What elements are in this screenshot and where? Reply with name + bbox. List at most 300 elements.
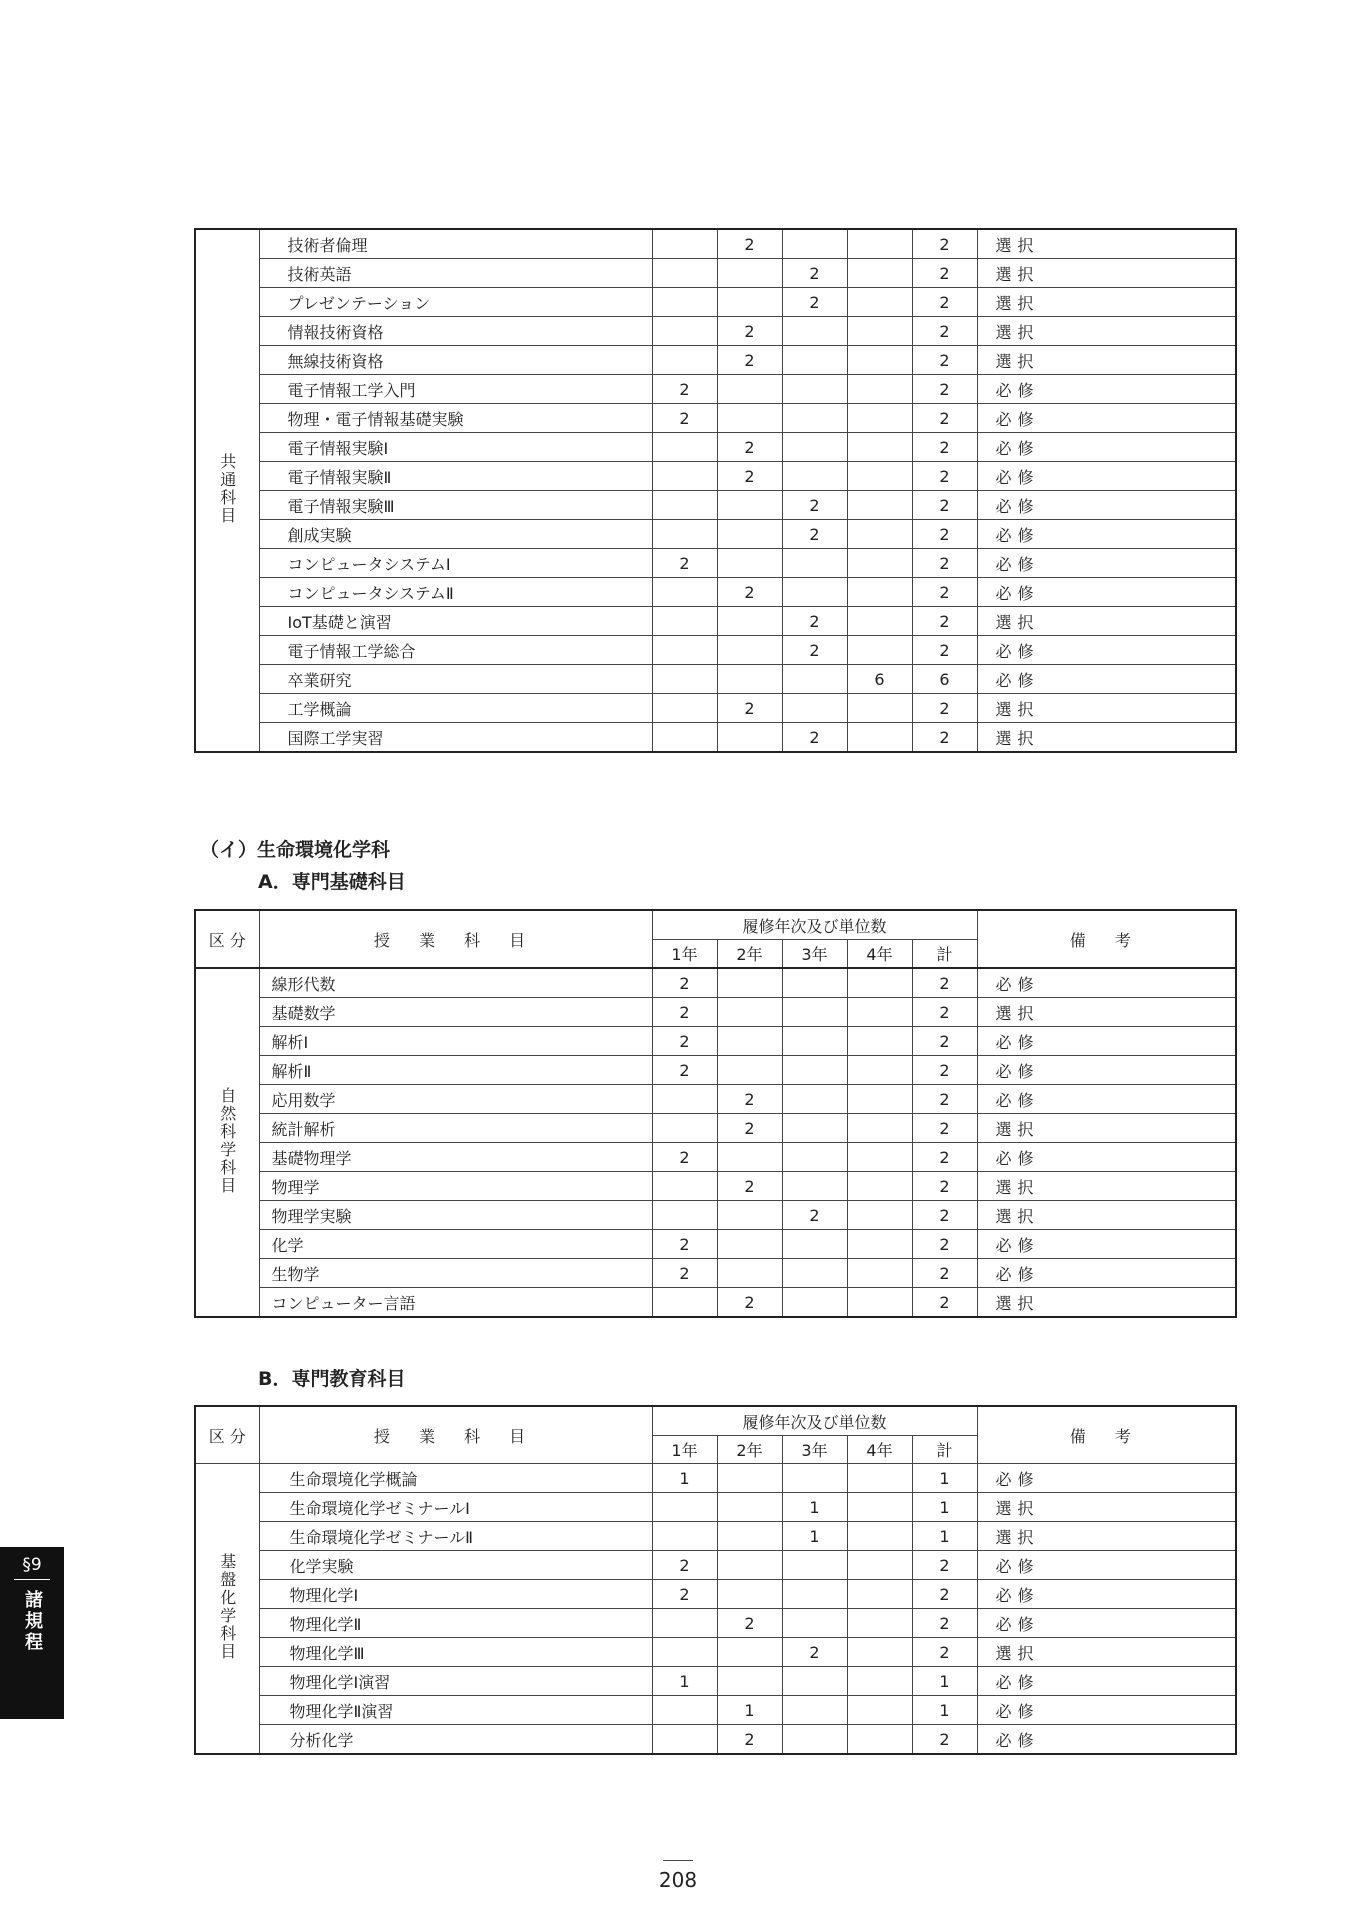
subject-name: 国際工学実習 (259, 723, 652, 753)
total-credits: 2 (912, 375, 977, 404)
subject-name: コンピューター言語 (259, 1288, 652, 1318)
remarks: 必修 (977, 433, 1236, 462)
year-3-credits (782, 1667, 847, 1696)
subject-name: 工学概論 (259, 694, 652, 723)
category-cell (195, 968, 259, 1317)
year-4-credits (847, 1580, 912, 1609)
year-1-credits (652, 694, 717, 723)
year-1-credits (652, 1522, 717, 1551)
year-1-credits: 2 (652, 968, 717, 998)
year-1-credits: 2 (652, 1056, 717, 1085)
total-credits: 2 (912, 1259, 977, 1288)
year-3-credits: 2 (782, 723, 847, 753)
table-row (195, 1551, 1236, 1580)
table-row (195, 694, 1236, 723)
category-label: 基盤化学科目 (217, 1552, 237, 1661)
year-3-credits (782, 549, 847, 578)
year-1-credits (652, 317, 717, 346)
remarks: 必修 (977, 578, 1236, 607)
year-4-credits (847, 968, 912, 998)
year-4-credits (847, 1522, 912, 1551)
remarks: 必修 (977, 1609, 1236, 1638)
total-credits: 2 (912, 229, 977, 259)
header-year-1: 1年 (652, 940, 717, 969)
year-2-credits (717, 636, 782, 665)
year-2-credits (717, 723, 782, 753)
year-4-credits (847, 1667, 912, 1696)
remarks: 選択 (977, 998, 1236, 1027)
year-3-credits (782, 694, 847, 723)
year-1-credits (652, 1201, 717, 1230)
table-row (195, 578, 1236, 607)
year-4-credits (847, 549, 912, 578)
year-1-credits: 2 (652, 1143, 717, 1172)
year-2-credits (717, 520, 782, 549)
year-3-credits (782, 229, 847, 259)
year-3-credits (782, 1230, 847, 1259)
total-credits: 2 (912, 1143, 977, 1172)
table-row (195, 1056, 1236, 1085)
total-credits: 2 (912, 462, 977, 491)
year-3-credits (782, 1114, 847, 1143)
subject-name: 情報技術資格 (259, 317, 652, 346)
category-label: 共通科目 (217, 452, 237, 525)
subject-name: 基礎物理学 (259, 1143, 652, 1172)
table-row (195, 1085, 1236, 1114)
total-credits: 2 (912, 607, 977, 636)
total-credits: 1 (912, 1696, 977, 1725)
year-4-credits (847, 288, 912, 317)
table-row (195, 229, 1236, 259)
subject-name: 化学実験 (259, 1551, 652, 1580)
subject-name: 物理学実験 (259, 1201, 652, 1230)
total-credits: 2 (912, 968, 977, 998)
year-4-credits (847, 1172, 912, 1201)
year-1-credits (652, 433, 717, 462)
year-3-credits: 1 (782, 1493, 847, 1522)
year-4-credits (847, 578, 912, 607)
year-2-credits: 2 (717, 1725, 782, 1755)
year-2-credits: 2 (717, 433, 782, 462)
year-4-credits (847, 346, 912, 375)
section-title-b: B．専門教育科目 (258, 1368, 406, 1390)
year-4-credits (847, 462, 912, 491)
total-credits: 2 (912, 636, 977, 665)
year-4-credits (847, 1288, 912, 1318)
table-row (195, 1143, 1236, 1172)
year-3-credits (782, 433, 847, 462)
year-1-credits (652, 578, 717, 607)
header-total: 計 (912, 940, 977, 969)
remarks: 必修 (977, 1085, 1236, 1114)
year-4-credits: 6 (847, 665, 912, 694)
year-3-credits: 2 (782, 1201, 847, 1230)
year-2-credits (717, 1464, 782, 1493)
subject-name: 電子情報工学総合 (259, 636, 652, 665)
year-1-credits: 2 (652, 375, 717, 404)
remarks: 必修 (977, 1725, 1236, 1755)
subject-name: 分析化学 (259, 1725, 652, 1755)
year-3-credits: 2 (782, 636, 847, 665)
subject-name: 技術者倫理 (259, 229, 652, 259)
subject-name: 電子情報工学入門 (259, 375, 652, 404)
year-2-credits (717, 1230, 782, 1259)
year-2-credits (717, 549, 782, 578)
remarks: 選択 (977, 1638, 1236, 1667)
year-1-credits (652, 520, 717, 549)
table-row (195, 1259, 1236, 1288)
table-row (195, 998, 1236, 1027)
year-1-credits (652, 636, 717, 665)
year-3-credits (782, 1027, 847, 1056)
total-credits: 2 (912, 491, 977, 520)
year-4-credits (847, 1725, 912, 1755)
total-credits: 2 (912, 520, 977, 549)
total-credits: 2 (912, 346, 977, 375)
year-2-credits: 2 (717, 1609, 782, 1638)
table-row (195, 1667, 1236, 1696)
header-note: 備 考 (977, 1406, 1236, 1464)
year-2-credits (717, 288, 782, 317)
year-2-credits (717, 491, 782, 520)
year-1-credits (652, 607, 717, 636)
year-4-credits (847, 317, 912, 346)
total-credits: 2 (912, 549, 977, 578)
table-row (195, 723, 1236, 753)
table-row (195, 636, 1236, 665)
year-3-credits (782, 1464, 847, 1493)
year-2-credits (717, 1493, 782, 1522)
table-row (195, 1027, 1236, 1056)
remarks: 選択 (977, 607, 1236, 636)
header-year-4: 4年 (847, 1436, 912, 1464)
subject-name: 基礎数学 (259, 998, 652, 1027)
year-1-credits (652, 665, 717, 694)
year-4-credits (847, 636, 912, 665)
side-tab-section: §9 (14, 1547, 50, 1580)
year-4-credits (847, 723, 912, 753)
table-row (195, 1493, 1236, 1522)
subject-name: 解析Ⅱ (259, 1056, 652, 1085)
year-1-credits: 1 (652, 1667, 717, 1696)
header-years-group: 履修年次及び単位数 (652, 1406, 977, 1436)
subject-name: 物理・電子情報基礎実験 (259, 404, 652, 433)
table-row (195, 1114, 1236, 1143)
total-credits: 6 (912, 665, 977, 694)
remarks: 必修 (977, 1027, 1236, 1056)
year-4-credits (847, 607, 912, 636)
section-side-tab (0, 1547, 64, 1719)
remarks: 選択 (977, 317, 1236, 346)
year-2-credits: 2 (717, 1085, 782, 1114)
total-credits: 2 (912, 317, 977, 346)
table-row (195, 665, 1236, 694)
header-category: 区 分 (195, 910, 259, 968)
year-4-credits (847, 491, 912, 520)
remarks: 選択 (977, 229, 1236, 259)
year-2-credits (717, 1522, 782, 1551)
year-2-credits: 2 (717, 694, 782, 723)
remarks: 必修 (977, 1464, 1236, 1493)
year-4-credits (847, 375, 912, 404)
year-1-credits (652, 1493, 717, 1522)
subject-name: 化学 (259, 1230, 652, 1259)
total-credits: 2 (912, 1551, 977, 1580)
year-3-credits: 1 (782, 1522, 847, 1551)
total-credits: 2 (912, 1725, 977, 1755)
total-credits: 2 (912, 578, 977, 607)
subject-name: 創成実験 (259, 520, 652, 549)
total-credits: 2 (912, 1114, 977, 1143)
table-row (195, 404, 1236, 433)
common-subjects-table (194, 228, 1237, 753)
subject-name: IoT基礎と演習 (259, 607, 652, 636)
side-tab-label: 諸規程 (22, 1590, 43, 1653)
section-title-department: （イ）生命環境化学科 (200, 839, 391, 861)
remarks: 必修 (977, 375, 1236, 404)
year-1-credits (652, 1114, 717, 1143)
remarks: 必修 (977, 1056, 1236, 1085)
total-credits: 1 (912, 1493, 977, 1522)
total-credits: 1 (912, 1464, 977, 1493)
year-4-credits (847, 1230, 912, 1259)
year-2-credits: 2 (717, 1172, 782, 1201)
header-subject: 授 業 科 目 (259, 1406, 652, 1464)
year-2-credits (717, 1551, 782, 1580)
remarks: 必修 (977, 1230, 1236, 1259)
total-credits: 2 (912, 1609, 977, 1638)
subject-name: コンピュータシステムⅡ (259, 578, 652, 607)
table-row (195, 346, 1236, 375)
total-credits: 2 (912, 1085, 977, 1114)
total-credits: 2 (912, 259, 977, 288)
table-row (195, 607, 1236, 636)
year-2-credits (717, 259, 782, 288)
remarks: 必修 (977, 1551, 1236, 1580)
header-year-1: 1年 (652, 1436, 717, 1464)
subject-name: 解析Ⅰ (259, 1027, 652, 1056)
year-1-credits (652, 288, 717, 317)
year-3-credits (782, 1580, 847, 1609)
table-row (195, 491, 1236, 520)
year-3-credits: 2 (782, 520, 847, 549)
year-1-credits (652, 1696, 717, 1725)
table-row (195, 1230, 1236, 1259)
year-1-credits: 2 (652, 1259, 717, 1288)
year-3-credits (782, 968, 847, 998)
year-2-credits (717, 665, 782, 694)
year-3-credits (782, 1085, 847, 1114)
year-1-credits: 2 (652, 1551, 717, 1580)
year-1-credits (652, 1638, 717, 1667)
table-row (195, 549, 1236, 578)
remarks: 必修 (977, 491, 1236, 520)
year-2-credits (717, 1580, 782, 1609)
subject-name: 物理化学Ⅰ演習 (259, 1667, 652, 1696)
year-2-credits (717, 404, 782, 433)
year-3-credits (782, 665, 847, 694)
year-3-credits (782, 1288, 847, 1318)
total-credits: 2 (912, 694, 977, 723)
remarks: 選択 (977, 1172, 1236, 1201)
remarks: 必修 (977, 1580, 1236, 1609)
remarks: 必修 (977, 1696, 1236, 1725)
subject-name: 物理化学Ⅲ (259, 1638, 652, 1667)
subject-name: 物理化学Ⅱ (259, 1609, 652, 1638)
total-credits: 2 (912, 1638, 977, 1667)
table-row (195, 288, 1236, 317)
remarks: 必修 (977, 1667, 1236, 1696)
header-note: 備 考 (977, 910, 1236, 968)
year-1-credits: 2 (652, 549, 717, 578)
year-3-credits (782, 462, 847, 491)
remarks: 選択 (977, 723, 1236, 753)
year-4-credits (847, 1551, 912, 1580)
year-2-credits: 2 (717, 462, 782, 491)
table-row (195, 1580, 1236, 1609)
year-3-credits (782, 578, 847, 607)
year-3-credits (782, 998, 847, 1027)
total-credits: 2 (912, 1172, 977, 1201)
year-1-credits: 1 (652, 1464, 717, 1493)
header-years-group: 履修年次及び単位数 (652, 910, 977, 940)
year-1-credits (652, 462, 717, 491)
total-credits: 2 (912, 1288, 977, 1318)
year-1-credits: 2 (652, 998, 717, 1027)
table-row (195, 1464, 1236, 1493)
year-3-credits (782, 1172, 847, 1201)
subject-name: 電子情報実験Ⅰ (259, 433, 652, 462)
subject-name: 電子情報実験Ⅱ (259, 462, 652, 491)
year-3-credits (782, 1056, 847, 1085)
table-row (195, 462, 1236, 491)
total-credits: 2 (912, 998, 977, 1027)
subject-name: コンピュータシステムⅠ (259, 549, 652, 578)
header-year-3: 3年 (782, 1436, 847, 1464)
remarks: 選択 (977, 346, 1236, 375)
year-3-credits (782, 317, 847, 346)
year-1-credits (652, 259, 717, 288)
year-4-credits (847, 1493, 912, 1522)
year-4-credits (847, 259, 912, 288)
year-1-credits (652, 1085, 717, 1114)
table-row (195, 1522, 1236, 1551)
year-4-credits (847, 1056, 912, 1085)
subject-name: 統計解析 (259, 1114, 652, 1143)
year-3-credits: 2 (782, 607, 847, 636)
subject-name: 物理化学Ⅱ演習 (259, 1696, 652, 1725)
total-credits: 2 (912, 1230, 977, 1259)
year-4-credits (847, 1143, 912, 1172)
year-2-credits: 2 (717, 1288, 782, 1318)
year-1-credits: 2 (652, 1580, 717, 1609)
table-row (195, 433, 1236, 462)
subject-name: 生命環境化学概論 (259, 1464, 652, 1493)
year-2-credits: 2 (717, 578, 782, 607)
total-credits: 2 (912, 1201, 977, 1230)
total-credits: 2 (912, 404, 977, 433)
year-4-credits (847, 998, 912, 1027)
year-4-credits (847, 520, 912, 549)
total-credits: 2 (912, 1580, 977, 1609)
table-row (195, 1201, 1236, 1230)
year-3-credits (782, 404, 847, 433)
header-year-4: 4年 (847, 940, 912, 969)
remarks: 必修 (977, 665, 1236, 694)
year-2-credits: 2 (717, 1114, 782, 1143)
subject-name: 物理学 (259, 1172, 652, 1201)
table-row (195, 1696, 1236, 1725)
year-4-credits (847, 694, 912, 723)
year-1-credits: 2 (652, 1230, 717, 1259)
remarks: 必修 (977, 968, 1236, 998)
header-category: 区 分 (195, 1406, 259, 1464)
year-2-credits (717, 1667, 782, 1696)
year-4-credits (847, 1638, 912, 1667)
year-4-credits (847, 1609, 912, 1638)
total-credits: 1 (912, 1667, 977, 1696)
year-3-credits: 2 (782, 1638, 847, 1667)
remarks: 選択 (977, 288, 1236, 317)
year-4-credits (847, 1114, 912, 1143)
subject-name: 生命環境化学ゼミナールⅡ (259, 1522, 652, 1551)
header-year-2: 2年 (717, 1436, 782, 1464)
year-3-credits (782, 1551, 847, 1580)
table-row (195, 317, 1236, 346)
year-1-credits: 2 (652, 1027, 717, 1056)
category-cell (195, 1464, 259, 1755)
table-row (195, 1725, 1236, 1755)
subject-name: 卒業研究 (259, 665, 652, 694)
remarks: 選択 (977, 1288, 1236, 1318)
year-4-credits (847, 1085, 912, 1114)
year-1-credits (652, 1172, 717, 1201)
total-credits: 2 (912, 723, 977, 753)
year-1-credits (652, 1725, 717, 1755)
remarks: 選択 (977, 694, 1236, 723)
header-year-2: 2年 (717, 940, 782, 969)
year-3-credits (782, 346, 847, 375)
total-credits: 2 (912, 1027, 977, 1056)
year-2-credits: 2 (717, 229, 782, 259)
page-number-rule (663, 1860, 693, 1861)
year-2-credits (717, 1056, 782, 1085)
year-2-credits: 1 (717, 1696, 782, 1725)
year-2-credits (717, 1027, 782, 1056)
year-3-credits (782, 1609, 847, 1638)
subject-name: 物理化学Ⅰ (259, 1580, 652, 1609)
table-row (195, 375, 1236, 404)
page-number: 208 (658, 1868, 698, 1892)
total-credits: 2 (912, 1056, 977, 1085)
subject-name: 無線技術資格 (259, 346, 652, 375)
year-1-credits (652, 1609, 717, 1638)
specialized-subjects-table (194, 1405, 1237, 1755)
year-2-credits (717, 1143, 782, 1172)
category-cell (195, 229, 259, 752)
year-3-credits (782, 1696, 847, 1725)
year-3-credits: 2 (782, 491, 847, 520)
remarks: 必修 (977, 1143, 1236, 1172)
remarks: 必修 (977, 404, 1236, 433)
remarks: 選択 (977, 1493, 1236, 1522)
subject-name: 生物学 (259, 1259, 652, 1288)
year-1-credits (652, 1288, 717, 1318)
subject-name: 応用数学 (259, 1085, 652, 1114)
remarks: 選択 (977, 1201, 1236, 1230)
remarks: 選択 (977, 1114, 1236, 1143)
year-3-credits (782, 1725, 847, 1755)
